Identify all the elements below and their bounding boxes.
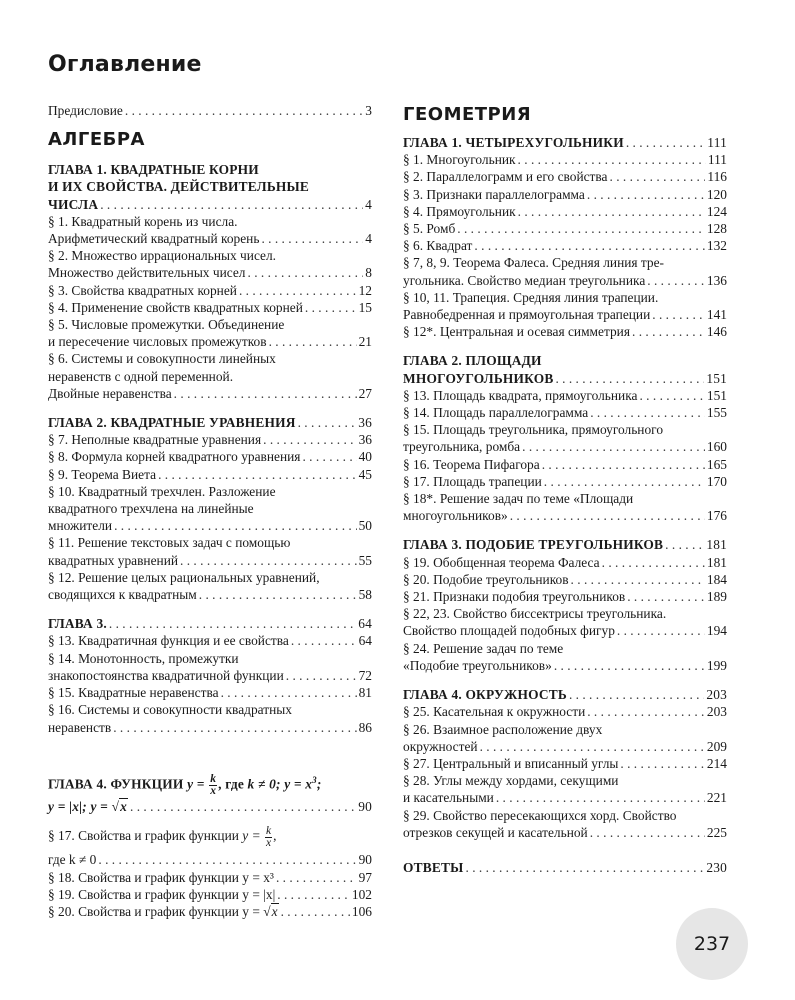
dot-leader — [555, 370, 704, 387]
dot-leader — [496, 789, 705, 806]
entry-text: МНОГОУГОЛЬНИКОВ — [403, 370, 554, 386]
toc-entry[interactable] — [403, 387, 727, 404]
toc-entry[interactable] — [48, 483, 372, 535]
dot-leader — [544, 473, 705, 490]
dot-leader — [610, 168, 706, 185]
entry-text: Предисловие — [48, 103, 123, 118]
dot-leader — [277, 886, 350, 903]
entry-text: и пересечение числовых промежутков — [48, 334, 267, 350]
dot-leader — [269, 333, 357, 350]
toc-entry[interactable] — [48, 282, 372, 299]
dot-leader — [554, 657, 705, 674]
dot-leader — [263, 431, 356, 448]
chapter-block — [48, 615, 372, 735]
entry-line: § 14. Монотонность, промежутки — [48, 650, 239, 666]
page-number: 4 — [365, 231, 372, 247]
page-number: 141 — [706, 307, 727, 323]
toc-entry[interactable] — [403, 421, 727, 455]
page-number: 184 — [706, 571, 727, 587]
dot-leader — [542, 456, 705, 473]
toc-entry-preface[interactable] — [48, 102, 372, 119]
dot-leader — [620, 755, 705, 772]
dot-leader — [627, 588, 705, 605]
page-number: 146 — [706, 324, 727, 340]
formula-abs-sqrt: y = |x|; y = √x — [48, 799, 128, 815]
toc-entry[interactable] — [403, 254, 727, 288]
entry-line: § 26. Взаимное расположение двух — [403, 721, 603, 737]
page-number: 55 — [358, 552, 372, 568]
toc-entry[interactable] — [403, 220, 727, 237]
entry-text: § 2. Параллелограмм и его свойства — [403, 169, 608, 185]
page-number: 40 — [358, 449, 372, 465]
toc-entry[interactable] — [48, 632, 372, 649]
page-number: 221 — [706, 790, 727, 806]
fraction-k-over-x: $\frac{k}{x}$ — [265, 824, 272, 849]
toc-entry[interactable] — [48, 350, 372, 402]
page-number: 176 — [706, 508, 727, 524]
dot-leader — [617, 622, 705, 639]
dot-leader — [221, 684, 357, 701]
toc-chapter-title[interactable] — [48, 161, 372, 213]
formula-y: y = — [187, 776, 205, 792]
entry-line: § 5. Числовые промежутки. Объединение — [48, 317, 285, 333]
toc-entry-19[interactable]: § 19. Свойства и график функции y = |x| . . . 102 — [48, 886, 372, 903]
dot-leader — [174, 385, 357, 402]
toc-entry[interactable] — [403, 186, 727, 203]
toc-entry-18[interactable]: § 18. Свойства и график функции y = x³ . . . 97 — [48, 869, 372, 886]
page-number: 181 — [706, 554, 727, 570]
toc-entry[interactable] — [48, 534, 372, 568]
page-number: 8 — [365, 265, 372, 281]
page-number: 81 — [358, 685, 372, 701]
geometry-column — [403, 102, 727, 876]
page-number: 203 — [706, 704, 727, 720]
page-number: 64 — [358, 616, 372, 632]
page-number: 214 — [706, 755, 727, 771]
page-number: 151 — [706, 370, 727, 386]
page-number: 12 — [358, 282, 372, 298]
entry-line: § 6. Системы и совокупности линейных — [48, 351, 276, 367]
page-number: 151 — [706, 387, 727, 403]
toc-chapter-4-line2[interactable] — [48, 798, 372, 815]
toc-entry[interactable] — [403, 404, 727, 421]
page-number: 199 — [706, 657, 727, 673]
dot-leader — [466, 859, 705, 876]
dot-leader — [652, 306, 705, 323]
entry-text: ГЛАВА 4. ОКРУЖНОСТЬ — [403, 687, 567, 703]
entry-text: Свойство площадей подобных фигур — [403, 623, 615, 639]
toc-entry[interactable] — [48, 466, 372, 483]
entry-text: Множество действительных чисел — [48, 265, 246, 281]
dot-leader — [626, 134, 705, 151]
dot-leader — [281, 903, 350, 920]
toc-entry[interactable] — [403, 605, 727, 639]
chapter-block — [403, 536, 727, 674]
toc-chapter-title[interactable] — [403, 352, 727, 386]
entry-line: § 29. Свойство пересекающихся хорд. Свойство — [403, 807, 677, 823]
toc-chapter-title[interactable] — [48, 414, 372, 431]
dot-leader — [180, 552, 357, 569]
dot-leader — [571, 571, 705, 588]
toc-chapter-4-title[interactable]: ГЛАВА 4. ФУНКЦИИ y = $\frac{k}{x}$ , где k ≠ 0; $y = x^3$; — [48, 772, 322, 797]
entry-text: § 12*. Центральная и осевая симметрия — [403, 324, 631, 340]
entry-text: § 27. Центральный и вписанный углы — [403, 755, 619, 771]
entry-line: неравенств с одной переменной. — [48, 368, 234, 384]
dot-leader — [474, 237, 704, 254]
page-number: 124 — [706, 203, 727, 219]
entry-text: квадратных уравнений — [48, 552, 179, 568]
toc-entry[interactable] — [403, 554, 727, 571]
toc-entry[interactable] — [48, 684, 372, 701]
dot-leader — [261, 230, 363, 247]
algebra-column — [48, 102, 372, 932]
entry-line: § 28. Углы между хордами, секущими — [403, 773, 619, 789]
dot-leader — [113, 719, 356, 736]
page-number: 45 — [358, 466, 372, 482]
dot-leader — [587, 703, 705, 720]
dot-leader — [665, 536, 704, 553]
toc-entry[interactable] — [403, 588, 727, 605]
dot-leader — [248, 264, 364, 281]
entry-text: ЧИСЛА — [48, 196, 99, 212]
entry-text: треугольника, ромба — [403, 439, 521, 455]
page-number: 72 — [358, 667, 372, 683]
toc-entry[interactable] — [403, 168, 727, 185]
entry-text: § 5. Ромб — [403, 221, 456, 237]
entry-text: § 9. Теорема Виета — [48, 466, 157, 482]
toc-entry[interactable] — [48, 569, 372, 603]
page-number: 58 — [358, 587, 372, 603]
dot-leader — [632, 323, 705, 340]
page-number: 36 — [358, 415, 372, 431]
dot-leader — [125, 102, 363, 119]
dot-leader — [130, 798, 356, 815]
page-number: 155 — [706, 405, 727, 421]
dot-leader — [647, 272, 705, 289]
chapter-block — [48, 161, 372, 402]
dot-leader — [480, 738, 705, 755]
page-number: 116 — [707, 169, 727, 185]
entry-text: § 3. Признаки параллелограмма — [403, 186, 585, 202]
chapter-block — [48, 414, 372, 603]
section-title-algebra: АЛГЕБРА — [48, 129, 145, 151]
page-number: 15 — [358, 299, 372, 315]
toc-entry-answers[interactable]: ОТВЕТЫ . . . 230 — [403, 859, 727, 876]
page-number: 21 — [358, 334, 372, 350]
toc-entry[interactable] — [403, 703, 727, 720]
entry-text: ГЛАВА 2. КВАДРАТНЫЕ УРАВНЕНИЯ — [48, 415, 296, 431]
entry-text: Двойные неравенства — [48, 385, 172, 401]
page-number: 225 — [706, 824, 727, 840]
dot-leader — [602, 554, 705, 571]
entry-text: § 8. Формула корней квадратного уравнения — [48, 449, 301, 465]
page-number: 181 — [706, 537, 727, 553]
page-number: 194 — [706, 623, 727, 639]
toc-entry[interactable] — [403, 323, 727, 340]
chapter-block — [403, 686, 727, 841]
toc-entry[interactable] — [403, 772, 727, 806]
dot-leader — [590, 404, 705, 421]
dot-leader — [239, 282, 357, 299]
dot-leader — [98, 851, 356, 868]
page-number: 209 — [706, 738, 727, 754]
entry-text: § 4. Прямоугольник — [403, 203, 516, 219]
toc-entry[interactable] — [403, 755, 727, 772]
page-number: 120 — [706, 186, 727, 202]
toc-entry[interactable] — [403, 490, 727, 524]
section-title-geometry: ГЕОМЕТРИЯ — [403, 104, 532, 125]
page-number: 128 — [706, 221, 727, 237]
page-number: 165 — [706, 456, 727, 472]
entry-text: «Подобие треугольников» — [403, 657, 552, 673]
entry-text: знакопостоянства квадратичной функции — [48, 667, 284, 683]
page-number: 111 — [707, 135, 727, 150]
entry-text: § 15. Квадратные неравенства — [48, 685, 219, 701]
toc-chapter-title[interactable] — [403, 686, 727, 703]
toc-chapter-title[interactable] — [48, 615, 372, 632]
entry-text: ГЛАВА 1. ЧЕТЫРЕХУГОЛЬНИКИ — [403, 135, 624, 150]
entry-text: § 1. Многоугольник — [403, 152, 516, 168]
entry-line: ГЛАВА 1. КВАДРАТНЫЕ КОРНИ — [48, 162, 259, 178]
entry-line: § 15. Площадь треугольника, прямоугольного — [403, 422, 664, 438]
entry-line: § 1. Квадратный корень из числа. — [48, 213, 238, 229]
entry-text: § 13. Площадь квадрата, прямоугольника — [403, 387, 638, 403]
toc-entry-17[interactable]: § 17. Свойства и график функции y = $\frac{k}{x}$ , — [48, 824, 277, 849]
page-number: 50 — [358, 518, 372, 534]
dot-leader — [587, 186, 705, 203]
dot-leader — [522, 438, 705, 455]
dot-leader — [286, 667, 357, 684]
toc-entry[interactable] — [403, 237, 727, 254]
dot-leader — [199, 586, 357, 603]
dot-leader — [302, 448, 356, 465]
dot-leader — [510, 507, 705, 524]
entry-line: § 10. Квадратный трехчлен. Разложение — [48, 483, 276, 499]
entry-text: § 20. Подобие треугольников — [403, 571, 569, 587]
toc-entry[interactable] — [48, 316, 372, 350]
entry-text: § 25. Касательная к окружности — [403, 704, 586, 720]
entry-text: § 14. Площадь параллелограмма — [403, 405, 589, 421]
page-number: 27 — [358, 385, 372, 401]
entry-line: § 7, 8, 9. Теорема Фалеса. Средняя линия тре- — [403, 255, 665, 271]
entry-text: Арифметический квадратный корень — [48, 231, 260, 247]
dot-leader — [590, 824, 705, 841]
chapter-block — [403, 134, 727, 340]
dot-leader — [518, 203, 705, 220]
entry-text: множители — [48, 518, 113, 534]
toc-entry[interactable] — [48, 448, 372, 465]
entry-text: ГЛАВА 3. ПОДОБИЕ ТРЕУГОЛЬНИКОВ — [403, 537, 664, 553]
page-title: Оглавление — [48, 52, 202, 77]
entry-line: § 24. Решение задач по теме — [403, 640, 564, 656]
page-number: 36 — [358, 432, 372, 448]
toc-entry[interactable] — [48, 247, 372, 281]
page-number-badge: 237 — [676, 908, 748, 980]
page-number: 86 — [358, 719, 372, 735]
entry-line: ГЛАВА 2. ПЛОЩАДИ — [403, 353, 542, 369]
dot-leader — [569, 686, 704, 703]
entry-text: § 16. Теорема Пифагора — [403, 456, 540, 472]
entry-text: Равнобедренная и прямоугольная трапеции — [403, 307, 651, 323]
toc-entry[interactable] — [403, 456, 727, 473]
page-number: 160 — [706, 439, 727, 455]
entry-line: § 11. Решение текстовых задач с помощью — [48, 535, 291, 551]
entry-line: § 2. Множество иррациональных чисел. — [48, 248, 277, 264]
page-number: 3 — [365, 103, 372, 118]
entry-text: § 19. Обобщенная теорема Фалеса — [403, 554, 600, 570]
page-number: 90 — [358, 799, 372, 815]
toc-entry[interactable] — [403, 203, 727, 220]
page-number: 189 — [706, 589, 727, 605]
entry-line: § 10, 11. Трапеция. Средняя линия трапеции. — [403, 289, 659, 305]
entry-text: § 3. Свойства квадратных корней — [48, 282, 237, 298]
entry-text: § 17. Площадь трапеции — [403, 473, 542, 489]
entry-text: ГЛАВА 3. — [48, 616, 107, 632]
entry-line: И ИХ СВОЙСТВА. ДЕЙСТВИТЕЛЬНЫЕ — [48, 179, 310, 195]
toc-entry[interactable] — [403, 473, 727, 490]
toc-entry[interactable] — [48, 299, 372, 316]
entry-text: угольника. Свойство медиан треугольника — [403, 272, 646, 288]
toc-entry[interactable] — [403, 151, 727, 168]
dot-leader — [518, 151, 706, 168]
entry-text: § 21. Признаки подобия треугольников — [403, 589, 626, 605]
dot-leader — [457, 220, 705, 237]
dot-leader — [276, 869, 357, 886]
toc-entry[interactable] — [403, 640, 727, 674]
entry-text: сводящихся к квадратным — [48, 587, 197, 603]
toc-entry-17-last[interactable]: где k ≠ 0 . . . 90 — [48, 851, 372, 868]
page-number: 64 — [358, 633, 372, 649]
toc-entry-20[interactable]: § 20. Свойства и график функции y = √x . . . 106 — [48, 903, 372, 920]
entry-text: отрезков секущей и касательной — [403, 824, 588, 840]
chapter-title: ГЛАВА 4. ФУНКЦИИ — [48, 776, 184, 792]
toc-chapter-title[interactable] — [403, 536, 727, 553]
page-number: 170 — [706, 473, 727, 489]
page-number: 136 — [706, 272, 727, 288]
entry-text: многоугольников» — [403, 508, 508, 524]
entry-line: § 22, 23. Свойство биссектрисы треугольника. — [403, 606, 667, 622]
entry-text: § 7. Неполные квадратные уравнения — [48, 432, 262, 448]
entry-text: и касательными — [403, 790, 494, 806]
dot-leader — [305, 299, 357, 316]
entry-line: § 18*. Решение задач по теме «Площади — [403, 491, 634, 507]
entry-text: неравенств — [48, 719, 112, 735]
dot-leader — [100, 196, 363, 213]
dot-leader — [298, 414, 357, 431]
dot-leader — [291, 632, 357, 649]
entry-line: § 12. Решение целых рациональных уравнений, — [48, 569, 320, 585]
toc-entry[interactable] — [403, 289, 727, 323]
toc-entry[interactable] — [403, 807, 727, 841]
toc-entry[interactable] — [48, 701, 372, 735]
entry-text: § 6. Квадрат — [403, 238, 473, 254]
dot-leader — [158, 466, 357, 483]
entry-text: § 4. Применение свойств квадратных корней — [48, 299, 303, 315]
chapter-block-functions — [48, 766, 372, 920]
page-number: 203 — [706, 687, 727, 703]
dot-leader — [109, 615, 356, 632]
toc-entry[interactable] — [403, 571, 727, 588]
page-number: 132 — [706, 238, 727, 254]
entry-line: § 16. Системы и совокупности квадратных — [48, 702, 292, 718]
chapter-block — [403, 352, 727, 524]
dot-leader — [639, 387, 704, 404]
entry-text: окружностей — [403, 738, 478, 754]
dot-leader — [114, 517, 357, 534]
page-number: 4 — [365, 196, 372, 212]
toc-entry[interactable] — [403, 721, 727, 755]
entry-text: § 13. Квадратичная функция и ее свойства — [48, 633, 289, 649]
toc-entry[interactable] — [48, 213, 372, 247]
fraction-k-over-x: $\frac{k}{x}$ — [210, 772, 217, 797]
entry-line: квадратного трехчлена на линейные — [48, 501, 254, 517]
toc-entry[interactable] — [48, 431, 372, 448]
page-number: 111 — [707, 152, 727, 168]
toc-chapter-title[interactable] — [403, 134, 727, 151]
toc-entry[interactable] — [48, 650, 372, 684]
